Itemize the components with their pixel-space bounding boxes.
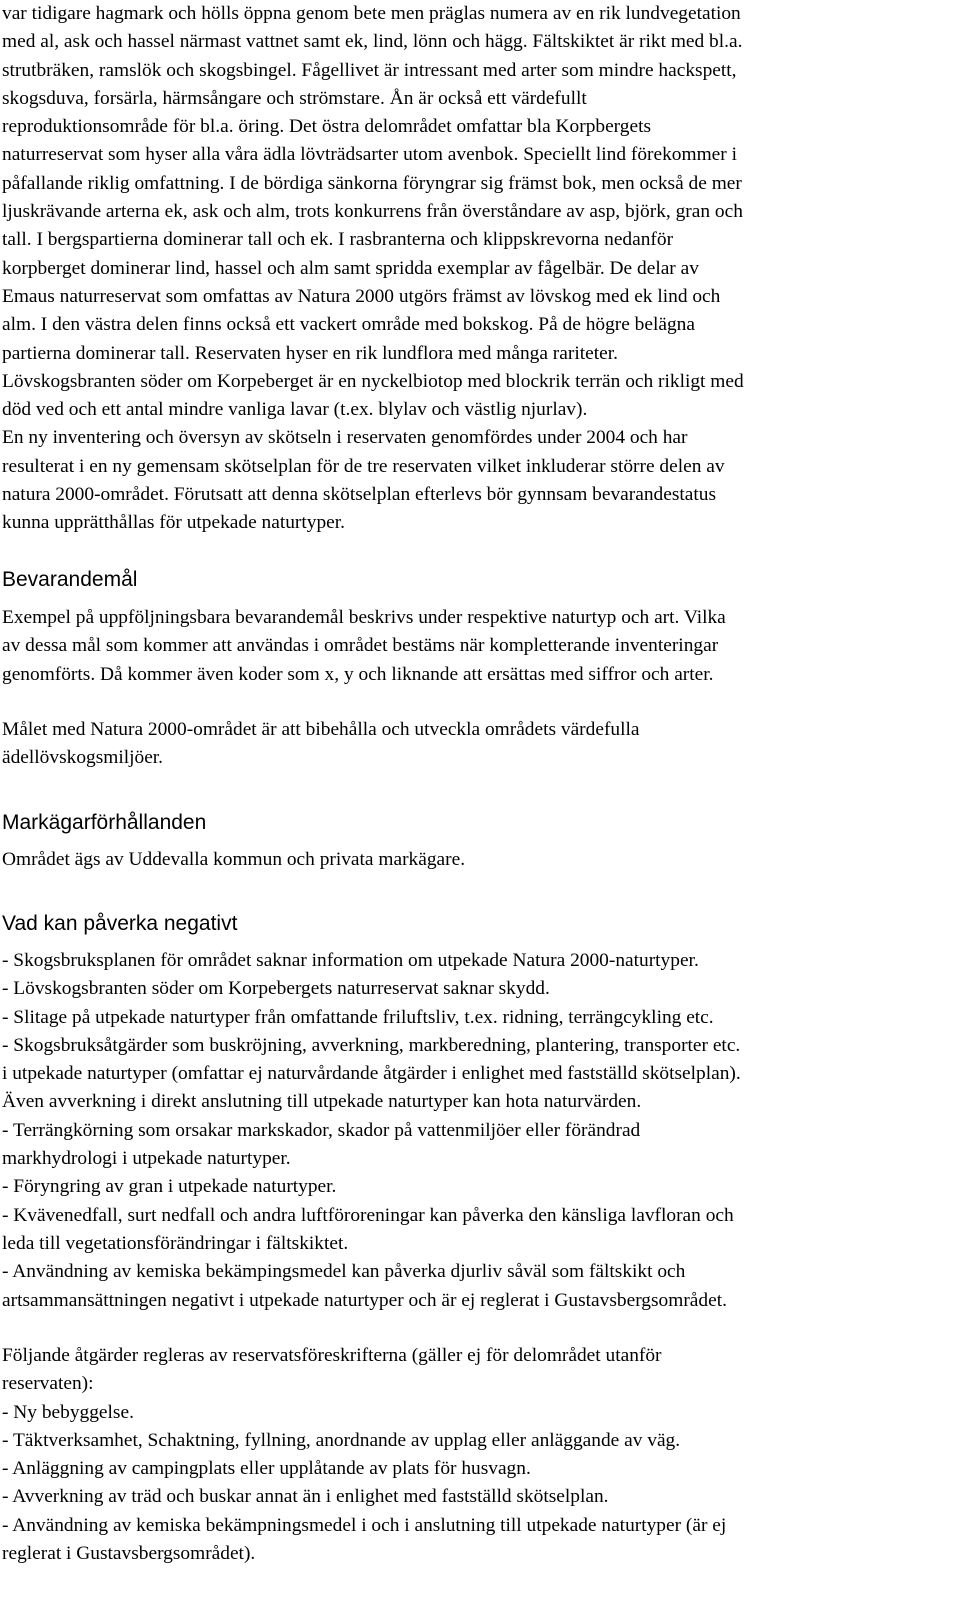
text-line: - Täktverksamhet, Schaktning, fyllning, anordnande av upplag eller anläggande av väg. <box>2 1429 681 1451</box>
text-line: reservaten): <box>2 1373 94 1395</box>
text-line: ädellövskogsmiljöer. <box>2 747 164 769</box>
text-line: Följande åtgärder regleras av reservatsföreskrifterna (gäller ej för delområdet utanför <box>2 1345 662 1366</box>
text-line: död ved och ett antal mindre vanliga lavar (t.ex. blylav och västlig njurlav). <box>2 399 588 421</box>
text-line: kunna upprätthållas för utpekade naturtyper. <box>2 512 345 534</box>
text-line: påfallande riklig omfattning. I de bördiga sänkorna föryngrar sig främst bok, men också de mer <box>2 172 742 194</box>
text-line: alm. I den västra delen finns också ett vackert område med bokskog. På de högre belägna <box>2 314 695 336</box>
text-line: - Skogsbruksåtgärder som buskröjning, avverkning, markberedning, plantering, transporter etc. <box>2 1034 741 1056</box>
text-line: korpberget dominerar lind, hassel och alm samt spridda exemplar av fågelbär. De delar av <box>2 257 699 279</box>
text-line: natura 2000-området. Förutsatt att denna skötselplan efterlevs bör gynnsam bevarandestatus <box>2 484 717 506</box>
text-line: var tidigare hagmark och hölls öppna genom bete men präglas numera av en rik lundvegetation <box>2 3 741 24</box>
bevarandemal-paragraph-2 <box>2 716 954 773</box>
text-line: En ny inventering och översyn av skötseln i reservaten genomfördes under 2004 och har <box>2 427 688 449</box>
intro-paragraph <box>2 0 954 538</box>
text-line: - Användning av kemiska bekämpingsmedel kan påverka djurliv såväl som fältskikt och <box>2 1261 686 1283</box>
text-line: resulterat i en ny gemensam skötselplan för de tre reservaten vilket inkluderar större delen av <box>2 455 725 477</box>
text-line: - Avverkning av träd och buskar annat än i enlighet med fastställd skötselplan. <box>2 1486 609 1508</box>
text-line: - Anläggning av campingplats eller upplåtande av plats för husvagn. <box>2 1458 531 1480</box>
bevarandemal-paragraph-1 <box>2 604 954 689</box>
text-line: naturreservat som hyser alla våra ädla lövträdsarter utom avenbok. Speciellt lind förekommer i <box>2 144 737 166</box>
text-line: Området ägs av Uddevalla kommun och privata markägare. <box>2 849 466 870</box>
text-line: reproduktionsområde för bl.a. öring. Det östra delområdet omfattar bla Korpbergets <box>2 116 652 138</box>
text-line: - Kvävenedfall, surt nedfall och andra luftföroreningar kan påverka den känsliga lavfloran och <box>2 1204 734 1226</box>
section-heading-bevarandemal: Bevarandemål <box>2 568 138 591</box>
text-line: - Användning av kemiska bekämpningsmedel i och i anslutning till utpekade naturtyper (är ej <box>2 1514 727 1536</box>
text-line: strutbräken, ramslök och skogsbingel. Fågellivet är intressant med arter som mindre hackspett, <box>2 59 737 81</box>
text-line: med al, ask och hassel närmast vattnet samt ek, lind, lönn och hägg. Fältskiktet är rikt med bl.a. <box>2 31 743 53</box>
text-line: av dessa mål som kommer att användas i området bestäms när kompletterande inventeringar <box>2 635 719 657</box>
text-line: ljuskrävande arterna ek, ask och alm, trots konkurrens från överståndare av asp, björk, gran och <box>2 201 743 223</box>
text-line: skogsduva, forsärla, härmsångare och strömstare. Ån är också ett värdefullt <box>2 87 587 109</box>
text-line: reglerat i Gustavsbergsområdet). <box>2 1543 256 1565</box>
text-line: markhydrologi i utpekade naturtyper. <box>2 1148 291 1170</box>
reservatsforeskrifter-paragraph <box>2 1342 954 1568</box>
text-line: - Slitage på utpekade naturtyper från omfattande friluftsliv, t.ex. ridning, terrängcykling etc. <box>2 1006 714 1028</box>
text-line: leda till vegetationsförändringar i fältskiktet. <box>2 1232 349 1254</box>
text-line: - Lövskogsbranten söder om Korpebergets naturreservat saknar skydd. <box>2 978 550 1000</box>
text-line: - Terrängkörning som orsakar markskador, skador på vattenmiljöer eller förändrad <box>2 1119 641 1141</box>
text-line: tall. I bergspartierna dominerar tall och ek. I rasbranterna och klippskrevorna nedanför <box>2 229 674 251</box>
text-line: - Föryngring av gran i utpekade naturtyper. <box>2 1176 337 1198</box>
text-line: - Ny bebyggelse. <box>2 1401 134 1423</box>
text-line: genomförts. Då kommer även koder som x, y och liknande att ersättas med siffror och arter. <box>2 663 714 685</box>
text-line: partierna dominerar tall. Reservaten hyser en rik lundflora med många rariteter. <box>2 342 618 364</box>
paverka-list <box>2 947 954 1315</box>
markagare-paragraph <box>2 846 954 874</box>
text-line: Exempel på uppföljningsbara bevarandemål beskrivs under respektive naturtyp och art. Vilka <box>2 607 726 628</box>
text-line: artsammansättningen negativt i utpekade naturtyper och är ej reglerat i Gustavsbergsområdet. <box>2 1289 727 1311</box>
text-line: Lövskogsbranten söder om Korpeberget är en nyckelbiotop med blockrik terrän och rikligt med <box>2 370 744 392</box>
text-line: Även avverkning i direkt anslutning till utpekade naturtyper kan hota naturvärden. <box>2 1091 642 1113</box>
text-line: Målet med Natura 2000-området är att bibehålla och utveckla områdets värdefulla <box>2 719 640 740</box>
text-line: Emaus naturreservat som omfattas av Natura 2000 utgörs främst av lövskog med ek lind och <box>2 285 721 307</box>
section-heading-markagare: Markägarförhållanden <box>2 811 207 834</box>
text-line: - Skogsbruksplanen för området saknar information om utpekade Natura 2000-naturtyper. <box>2 950 699 971</box>
section-heading-paverka: Vad kan påverka negativt <box>2 912 238 935</box>
text-line: i utpekade naturtyper (omfattar ej naturvårdande åtgärder i enlighet med fastställd skötselplan). <box>2 1063 741 1085</box>
